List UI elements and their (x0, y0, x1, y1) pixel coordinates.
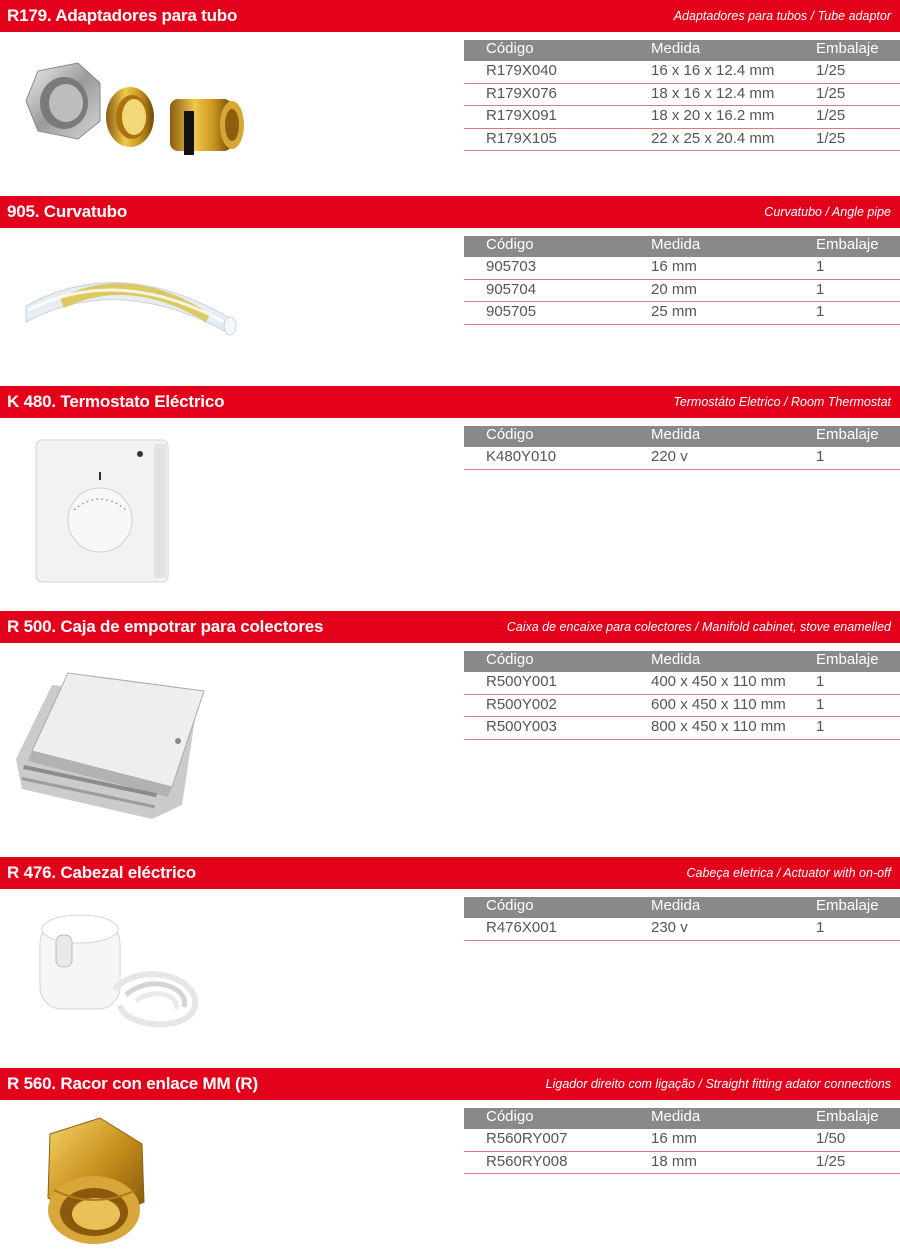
table-row (464, 695, 900, 718)
cell-code: R179X040 (486, 62, 557, 79)
header-measure: Medida (651, 236, 701, 253)
cell-code: 905704 (486, 280, 537, 298)
section-title: R179. Adaptadores para tubo (7, 6, 238, 25)
cell-code: 905703 (486, 258, 537, 275)
table-header (464, 897, 900, 918)
cell-measure: 18 x 20 x 16.2 mm (651, 107, 775, 124)
section-subtitle: Cabeça eletrica / Actuator with on-off (686, 866, 891, 880)
product-table (464, 236, 900, 325)
table-header (464, 236, 900, 257)
manifold-cabinet-image (12, 669, 208, 823)
cell-measure: 230 v (651, 919, 688, 936)
header-measure: Medida (651, 897, 701, 914)
cell-measure: 20 mm (651, 280, 697, 298)
header-measure: Medida (651, 1108, 701, 1125)
cell-measure: 16 x 16 x 12.4 mm (651, 62, 775, 79)
cell-pack: 1 (816, 448, 825, 465)
cell-pack: 1/50 (816, 1130, 846, 1147)
header-pack: Embalaje (816, 40, 879, 57)
cell-measure: 220 v (651, 448, 688, 465)
cell-measure: 600 x 450 x 110 mm (651, 695, 786, 713)
cell-pack: 1/25 (816, 84, 846, 102)
table-row (464, 257, 900, 280)
cell-code: R560RY007 (486, 1130, 568, 1147)
header-measure: Medida (651, 651, 701, 668)
table-row (464, 280, 900, 303)
section-header (0, 611, 900, 643)
cell-code: R500Y001 (486, 673, 557, 690)
cell-code: K480Y010 (486, 448, 557, 465)
cell-measure: 18 x 16 x 12.4 mm (651, 84, 775, 102)
cell-measure: 800 x 450 x 110 mm (651, 718, 786, 735)
section-header (0, 196, 900, 228)
cell-code: R179X091 (486, 107, 557, 124)
cell-pack: 1 (816, 695, 825, 713)
table-header (464, 40, 900, 61)
table-row (464, 129, 900, 152)
table-row (464, 106, 900, 129)
cell-pack: 1 (816, 919, 825, 936)
section-subtitle: Termostáto Eletrico / Room Thermostat (673, 395, 891, 409)
cell-measure: 18 mm (651, 1152, 697, 1170)
header-code: Código (486, 40, 534, 57)
cell-pack: 1/25 (816, 129, 846, 147)
cell-code: 905705 (486, 303, 537, 320)
cell-pack: 1 (816, 303, 825, 320)
table-header (464, 426, 900, 447)
cell-pack: 1/25 (816, 107, 846, 124)
cell-pack: 1/25 (816, 62, 846, 79)
header-code: Código (486, 897, 534, 914)
header-pack: Embalaje (816, 426, 879, 443)
section-header (0, 386, 900, 418)
cell-pack: 1 (816, 673, 825, 690)
table-row (464, 1152, 900, 1175)
section-subtitle: Curvatubo / Angle pipe (764, 205, 891, 219)
header-code: Código (486, 426, 534, 443)
cell-pack: 1 (816, 258, 825, 275)
cell-pack: 1 (816, 718, 825, 735)
angle-pipe-image (20, 258, 240, 348)
product-table (464, 897, 900, 941)
section-title: R 560. Racor con enlace MM (R) (7, 1074, 258, 1093)
table-header (464, 651, 900, 672)
header-pack: Embalaje (816, 1108, 879, 1125)
section-title: K 480. Termostato Eléctrico (7, 392, 225, 411)
electric-actuator-image (34, 909, 210, 1033)
room-thermostat-image (34, 438, 172, 586)
product-table (464, 651, 900, 740)
cell-code: R500Y003 (486, 718, 557, 735)
table-row (464, 84, 900, 107)
header-code: Código (486, 236, 534, 253)
product-table (464, 40, 900, 151)
header-measure: Medida (651, 426, 701, 443)
section-subtitle: Adaptadores para tubos / Tube adaptor (673, 9, 891, 23)
cell-code: R179X076 (486, 84, 557, 102)
table-row (464, 1129, 900, 1152)
section-subtitle: Caixa de encaixe para colectores / Manifold cabinet, stove enamelled (506, 620, 891, 634)
table-header (464, 1108, 900, 1129)
header-pack: Embalaje (816, 236, 879, 253)
cell-code: R179X105 (486, 129, 557, 147)
table-row (464, 61, 900, 84)
table-row (464, 672, 900, 695)
header-pack: Embalaje (816, 897, 879, 914)
cell-measure: 22 x 25 x 20.4 mm (651, 129, 775, 147)
product-table (464, 426, 900, 470)
section-title: R 500. Caja de empotrar para colectores (7, 617, 324, 636)
cell-code: R560RY008 (486, 1152, 568, 1170)
header-code: Código (486, 1108, 534, 1125)
table-row (464, 447, 900, 470)
section-subtitle: Ligador direito com ligação / Straight fitting adator connections (545, 1077, 891, 1091)
tube-adaptor-fittings-image (18, 55, 248, 167)
section-header (0, 0, 900, 32)
cell-measure: 16 mm (651, 1130, 697, 1147)
product-table (464, 1108, 900, 1174)
table-row (464, 918, 900, 941)
header-code: Código (486, 651, 534, 668)
cell-measure: 400 x 450 x 110 mm (651, 673, 786, 690)
header-measure: Medida (651, 40, 701, 57)
section-header (0, 1068, 900, 1100)
table-row (464, 717, 900, 740)
cell-measure: 25 mm (651, 303, 697, 320)
cell-pack: 1 (816, 280, 825, 298)
cell-code: R500Y002 (486, 695, 557, 713)
section-title: 905. Curvatubo (7, 202, 128, 221)
section-header (0, 857, 900, 889)
cell-code: R476X001 (486, 919, 557, 936)
cell-pack: 1/25 (816, 1152, 846, 1170)
brass-fitting-image (30, 1114, 160, 1248)
section-title: R 476. Cabezal eléctrico (7, 863, 196, 882)
cell-measure: 16 mm (651, 258, 697, 275)
table-row (464, 302, 900, 325)
header-pack: Embalaje (816, 651, 879, 668)
